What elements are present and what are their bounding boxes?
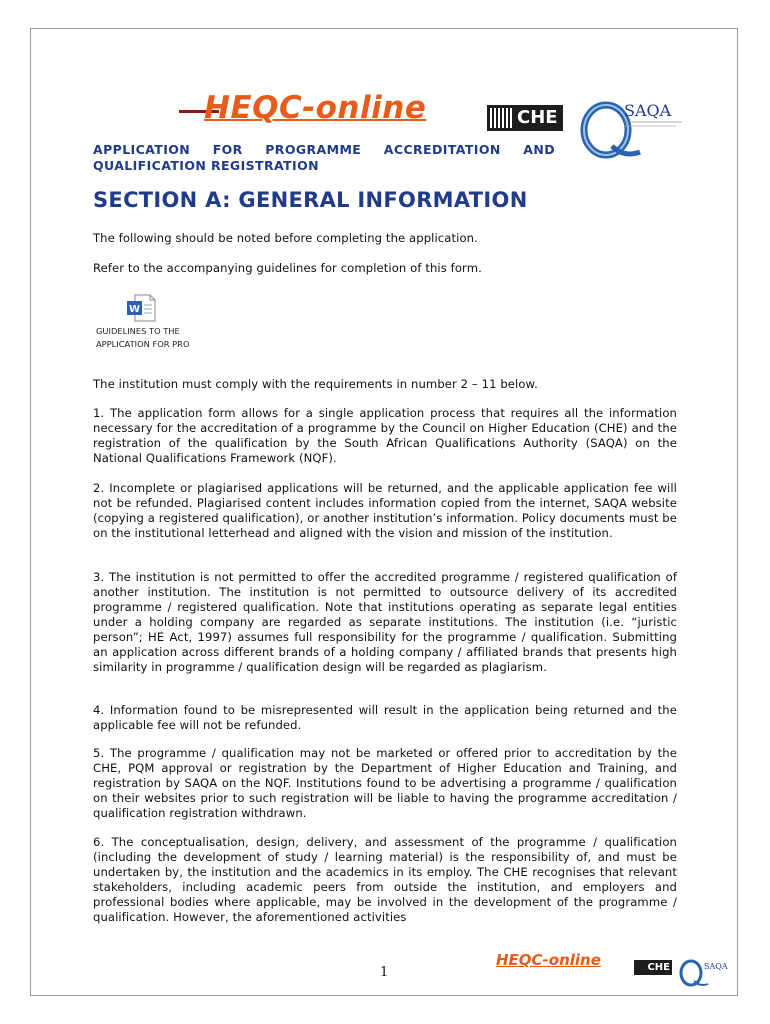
comply-statement: The institution must comply with the requirements in number 2 – 11 below. bbox=[93, 377, 538, 391]
attachment-label[interactable]: GUIDELINES TO THE APPLICATION FOR PRO bbox=[96, 326, 190, 349]
application-title bbox=[93, 142, 555, 174]
title-word: APPLICATION bbox=[93, 142, 191, 157]
word-document-icon[interactable] bbox=[126, 294, 156, 322]
title-line-2: QUALIFICATION REGISTRATION bbox=[93, 158, 319, 173]
paragraph-2: 2. Incomplete or plagiarised applications will be returned, and the applicable application fee will not be refunded. Plagiarised content includes information copied from the internet, SAQA website (copying a registered qualification), or another institution’s information. Policy documents must be on the institutional letterhead and aligned with the vision and mission of the institution. bbox=[93, 481, 677, 540]
section-heading: SECTION A: GENERAL INFORMATION bbox=[93, 188, 528, 212]
title-word: AND bbox=[523, 142, 555, 157]
paragraph-5: 5. The programme / qualification may not be marketed or offered prior to accreditation by the CHE, PQM approval or registration by the Department of Higher Education and Training, and registration by SAQA on the NQF. Institutions found to be advertising a programme / qualification on their websites prior to such registration will be liable to having the programme accreditation / qualification registration withdrawn. bbox=[93, 746, 677, 820]
title-word: ACCREDITATION bbox=[383, 142, 501, 157]
title-word: PROGRAMME bbox=[265, 142, 362, 157]
footer-logos bbox=[488, 951, 738, 991]
footer-heqc-logo: HEQC-online bbox=[496, 951, 601, 969]
paragraph-4: 4. Information found to be misrepresented will result in the application being returned and the applicable fee will not be refunded. bbox=[93, 703, 677, 732]
intro-refer: Refer to the accompanying guidelines for completion of this form. bbox=[93, 261, 482, 275]
che-logo: CHE bbox=[487, 105, 563, 131]
page-number: 1 bbox=[380, 965, 389, 980]
saqa-logo bbox=[576, 94, 686, 160]
paragraph-1: 1. The application form allows for a single application process that requires all the information necessary for the accreditation of a programme by the Council on Higher Education (CHE) and the registration of the qualification by the South African Qualifications Authority (SAQA) on the National Qualifications Framework (NQF). bbox=[93, 406, 677, 465]
heqc-online-logo: HEQC-online bbox=[204, 90, 427, 126]
paragraph-6: 6. The conceptualisation, design, delivery, and assessment of the programme / qualification (including the development of study / learning material) is the responsibility of, and must be undertaken by, the institution and the academics in its employ. The CHE recognises that relevant stakeholders, including academic peers from outside the institution, and employers and professional bodies where applicable, may be involved in the development of the programme / qualification. However, the aforementioned activities bbox=[93, 835, 677, 924]
title-word: FOR bbox=[212, 142, 243, 157]
intro-note: The following should be noted before completing the application. bbox=[93, 231, 478, 245]
svg-text:SAQA: SAQA bbox=[624, 101, 672, 120]
svg-text:W: W bbox=[128, 304, 141, 315]
che-gate-icon bbox=[490, 108, 514, 128]
footer-saqa-logo bbox=[678, 957, 734, 987]
svg-text:SAQA: SAQA bbox=[704, 962, 728, 971]
paragraph-3: 3. The institution is not permitted to offer the accredited programme / registered qualification of another institution. The institution is not permitted to outsource delivery of its accredited programme / registered qualification. Note that institutions operating as separate legal entities under a holding company are regarded as separate institutions. The institution (i.e. “juristic person”; HE Act, 1997) assumes full responsibility for the programme / qualification. Submitting an application across different brands of a holding company / affiliated brands that presents high similarity in programme / qualification design will be regarded as plagiarism. bbox=[93, 570, 677, 674]
footer-che-logo: CHE bbox=[634, 960, 672, 975]
